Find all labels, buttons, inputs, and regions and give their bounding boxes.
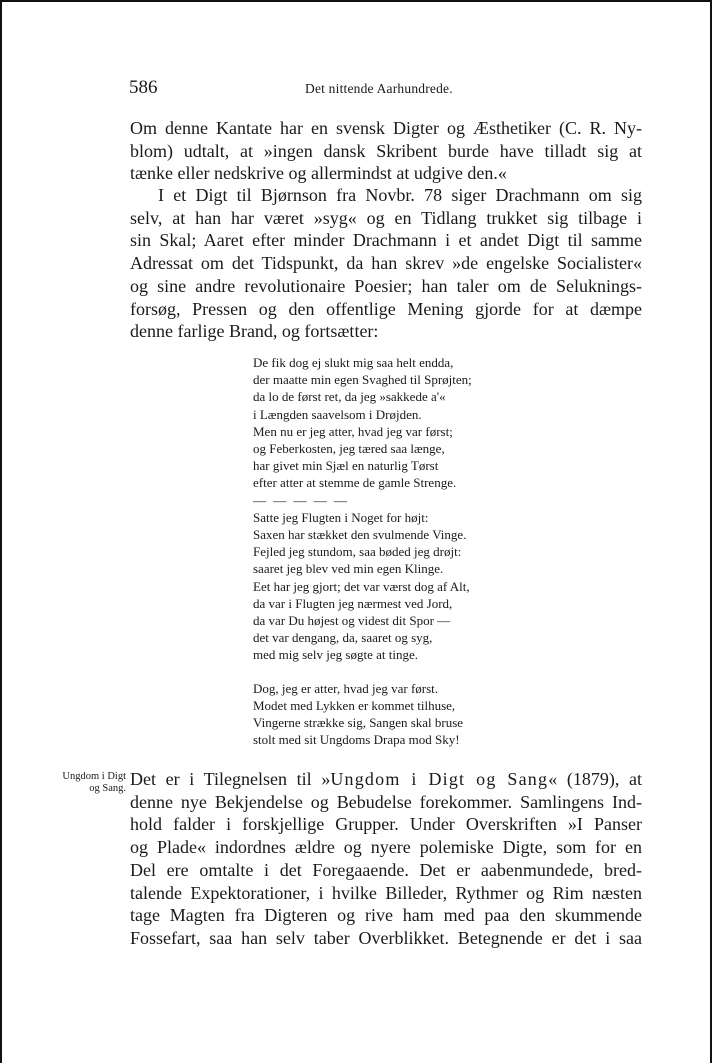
text-line: Om denne Kantate har en svensk Digter og Æsthetiker (C. R. Ny- <box>130 118 642 138</box>
text-line: sin Skal; Aaret efter minder Drachmann i et andet Digt til samme <box>130 230 642 251</box>
poem-stanza-3 <box>253 680 513 749</box>
page-number: 586 <box>129 77 158 98</box>
poem-verse: stolt med sit Ungdoms Drapa mod Sky! <box>253 732 460 748</box>
text-line: denne farlige Brand, og fortsætter: <box>130 321 379 342</box>
book-title: Ungdom i Digt og Sang <box>330 769 549 789</box>
paragraph-3 <box>130 768 642 950</box>
text-line: Adressat om det Tidspunkt, da han skrev »de engelske Socialister« <box>130 253 642 274</box>
poem-verse: da var Du højest og videst dit Spor — <box>253 613 451 629</box>
text-line: I et Digt til Bjørnson fra Novbr. 78 siger Drachmann om sig <box>158 185 642 205</box>
poem-separator: — — — — — <box>253 492 349 508</box>
poem-verse: Modet med Lykken er kommet tilhuse, <box>253 697 456 713</box>
poem-verse: efter atter at stemme de gamle Strenge. <box>253 475 457 491</box>
paragraph-1 <box>130 117 642 185</box>
paragraph-2 <box>130 184 642 343</box>
text-line: og sine andre revolutionaire Poesier; han taler om de Seluknings- <box>130 275 642 296</box>
text-fragment: Det er i Tilegnelsen til » <box>130 769 331 789</box>
poem-verse: i Længden saavelsom i Drøjden. <box>253 406 422 422</box>
text-line: denne nye Bekjendelse og Bebudelse forekommer. Samlingens Ind- <box>130 791 642 812</box>
text-line: talende Expektorationer, i hvilke Billeder, Rythmer og Rim næsten <box>130 882 642 903</box>
poem-verse: Eet har jeg gjort; det var værst dog af Alt, <box>253 578 470 594</box>
text-line: Fossefart, saa han selv taber Overblikket. Betegnende er det i saa <box>130 927 642 948</box>
poem-verse: Saxen har stækket den svulmende Vinge. <box>253 527 467 543</box>
margin-note-line: og Sang. <box>89 783 126 794</box>
text-line: forsøg, Pressen og den offentlige Mening gjorde for at dæmpe <box>130 298 642 319</box>
text-line: tage Magten fra Digteren og rive ham med paa den skummende <box>130 905 642 926</box>
poem-verse: Dog, jeg er atter, hvad jeg var først. <box>253 680 439 696</box>
running-head: Det nittende Aarhundrede. <box>305 81 453 96</box>
text-line: tænke eller nedskrive og allermindst at udgive den.« <box>130 163 507 184</box>
poem-verse: Men nu er jeg atter, hvad jeg var først; <box>253 423 453 439</box>
text-line: selv, at han har været »syg« og en Tidlang trukket sig tilbage i <box>130 207 642 228</box>
poem-verse: med mig selv jeg søgte at tinge. <box>253 647 418 663</box>
poem-verse: Vingerne strække sig, Sangen skal bruse <box>253 715 464 731</box>
poem-verse: der maatte min egen Svaghed til Sprøjten; <box>253 372 472 388</box>
poem-verse: saaret jeg blev ved min egen Klinge. <box>253 561 444 577</box>
poem-verse: har givet min Sjæl en naturlig Tørst <box>253 458 439 474</box>
poem-stanza-2 <box>253 509 513 664</box>
page-border-top <box>0 0 712 2</box>
text-line: blom) udtalt, at »ingen dansk Skribent burde have tilladt sig at <box>130 140 642 161</box>
poem-block <box>253 354 513 764</box>
poem-verse: det var dengang, da, saaret og syg, <box>253 630 433 646</box>
page-border-left <box>0 0 2 1063</box>
poem-verse: og Feberkosten, jeg tæred saa længe, <box>253 441 445 457</box>
text-line: og Plade« indordnes ældre og nyere polemiske Digte, som for en <box>130 837 642 858</box>
text-fragment: « (1879), at <box>548 769 643 789</box>
text-line: Del ere omtalte i det Foregaaende. Det er aabenmundede, bred- <box>130 859 642 880</box>
poem-stanza-1 <box>253 354 513 509</box>
margin-note <box>34 771 126 795</box>
text-line: hold falder i forskjellige Grupper. Under Overskriften »I Panser <box>130 814 642 835</box>
poem-verse: da var i Flugten jeg nærmest ved Jord, <box>253 595 453 611</box>
poem-verse: Satte jeg Flugten i Noget for højt: <box>253 509 429 525</box>
text-line <box>130 768 642 791</box>
poem-verse: da lo de først ret, da jeg »sakkede a'« <box>253 389 446 405</box>
margin-note-line: Ungdom i Digt <box>62 771 126 782</box>
poem-verse: De fik dog ej slukt mig saa helt endda, <box>253 355 454 370</box>
poem-verse: Fejled jeg stundom, saa bøded jeg drøjt: <box>253 544 462 560</box>
